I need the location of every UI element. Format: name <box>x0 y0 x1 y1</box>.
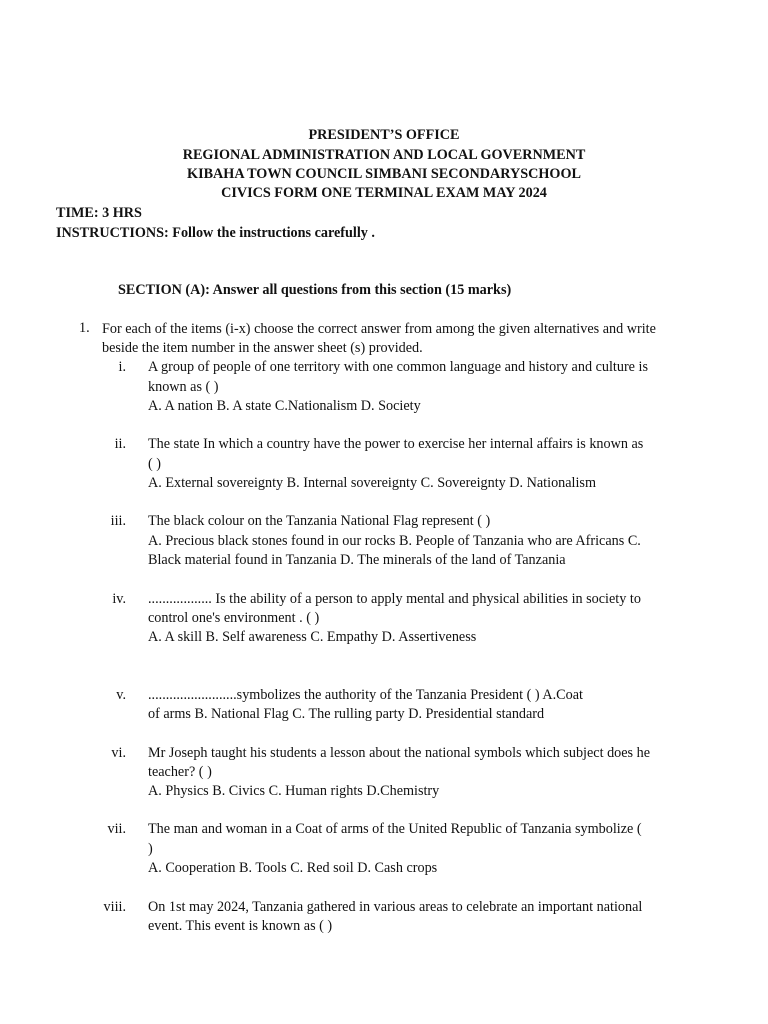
instructions-text: Follow the instructions carefully . <box>168 225 375 241</box>
exam-instructions <box>56 225 375 242</box>
item-ii-question-cont: ( ) <box>148 456 161 472</box>
header-exam-title: CIVICS FORM ONE TERMINAL EXAM MAY 2024 <box>221 185 547 201</box>
item-iii-question: The black colour on the Tanzania National Flag represent ( ) <box>148 513 491 529</box>
header-school: KIBAHA TOWN COUNCIL SIMBANI SECONDARYSCHOOL <box>187 166 581 182</box>
item-v-options: of arms B. National Flag C. The rulling party D. Presidential standard <box>148 706 545 722</box>
item-ii-options: A. External sovereignty B. Internal sovereignty C. Sovereignty D. Nationalism <box>148 475 596 491</box>
item-viii-question: On 1st may 2024, Tanzania gathered in various areas to celebrate an important national <box>148 899 643 915</box>
item-vii-options: A. Cooperation B. Tools C. Red soil D. Cash crops <box>148 860 438 876</box>
item-i-options: A. A nation B. A state C.Nationalism D. Society <box>148 398 421 414</box>
instructions-label: INSTRUCTIONS: <box>56 225 169 241</box>
item-number: ii. <box>114 436 126 452</box>
item-number: iv. <box>112 591 126 607</box>
item-vi-question-cont: teacher? ( ) <box>148 764 212 780</box>
item-iv-question-cont: control one's environment . ( ) <box>148 610 320 626</box>
item-i-question-cont: known as ( ) <box>148 379 219 395</box>
section-a-title: SECTION (A): Answer all questions from this section (15 marks) <box>118 282 512 298</box>
item-number: viii. <box>103 899 126 915</box>
item-number: i. <box>118 359 126 375</box>
item-number: v. <box>116 687 126 703</box>
item-v-question: .........................symbolizes the authority of the Tanzania President ( ) A.Coat <box>148 687 583 703</box>
item-ii-question: The state In which a country have the power to exercise her internal affairs is known as <box>148 436 644 452</box>
item-vii-question-cont: ) <box>148 841 153 857</box>
exam-time: TIME: 3 HRS <box>56 205 142 221</box>
item-number: vii. <box>107 821 126 837</box>
item-number: iii. <box>110 513 126 529</box>
question-1-number: 1. <box>79 320 90 336</box>
question-1-text-line-1: For each of the items (i-x) choose the correct answer from among the given alternatives and write <box>102 321 656 337</box>
item-vi-question: Mr Joseph taught his students a lesson about the national symbols which subject does he <box>148 745 651 761</box>
question-1-text-line-2: beside the item number in the answer sheet (s) provided. <box>102 340 423 356</box>
item-iii-options-cont: Black material found in Tanzania D. The minerals of the land of Tanzania <box>148 552 566 568</box>
header-office: PRESIDENT’S OFFICE <box>308 127 460 143</box>
item-viii-question-cont: event. This event is known as ( ) <box>148 918 333 934</box>
item-vi-options: A. Physics B. Civics C. Human rights D.Chemistry <box>148 783 440 799</box>
header-administration: REGIONAL ADMINISTRATION AND LOCAL GOVERNMENT <box>182 147 586 163</box>
item-number: vi. <box>111 745 126 761</box>
item-iv-options: A. A skill B. Self awareness C. Empathy D. Assertiveness <box>148 629 477 645</box>
item-iv-question: .................. Is the ability of a person to apply mental and physical abilities in society to <box>148 591 641 607</box>
item-vii-question: The man and woman in a Coat of arms of the United Republic of Tanzania symbolize ( <box>148 821 642 837</box>
item-i-question: A group of people of one territory with one common language and history and culture is <box>148 359 648 375</box>
item-iii-options: A. Precious black stones found in our rocks B. People of Tanzania who are Africans C. <box>148 533 641 549</box>
